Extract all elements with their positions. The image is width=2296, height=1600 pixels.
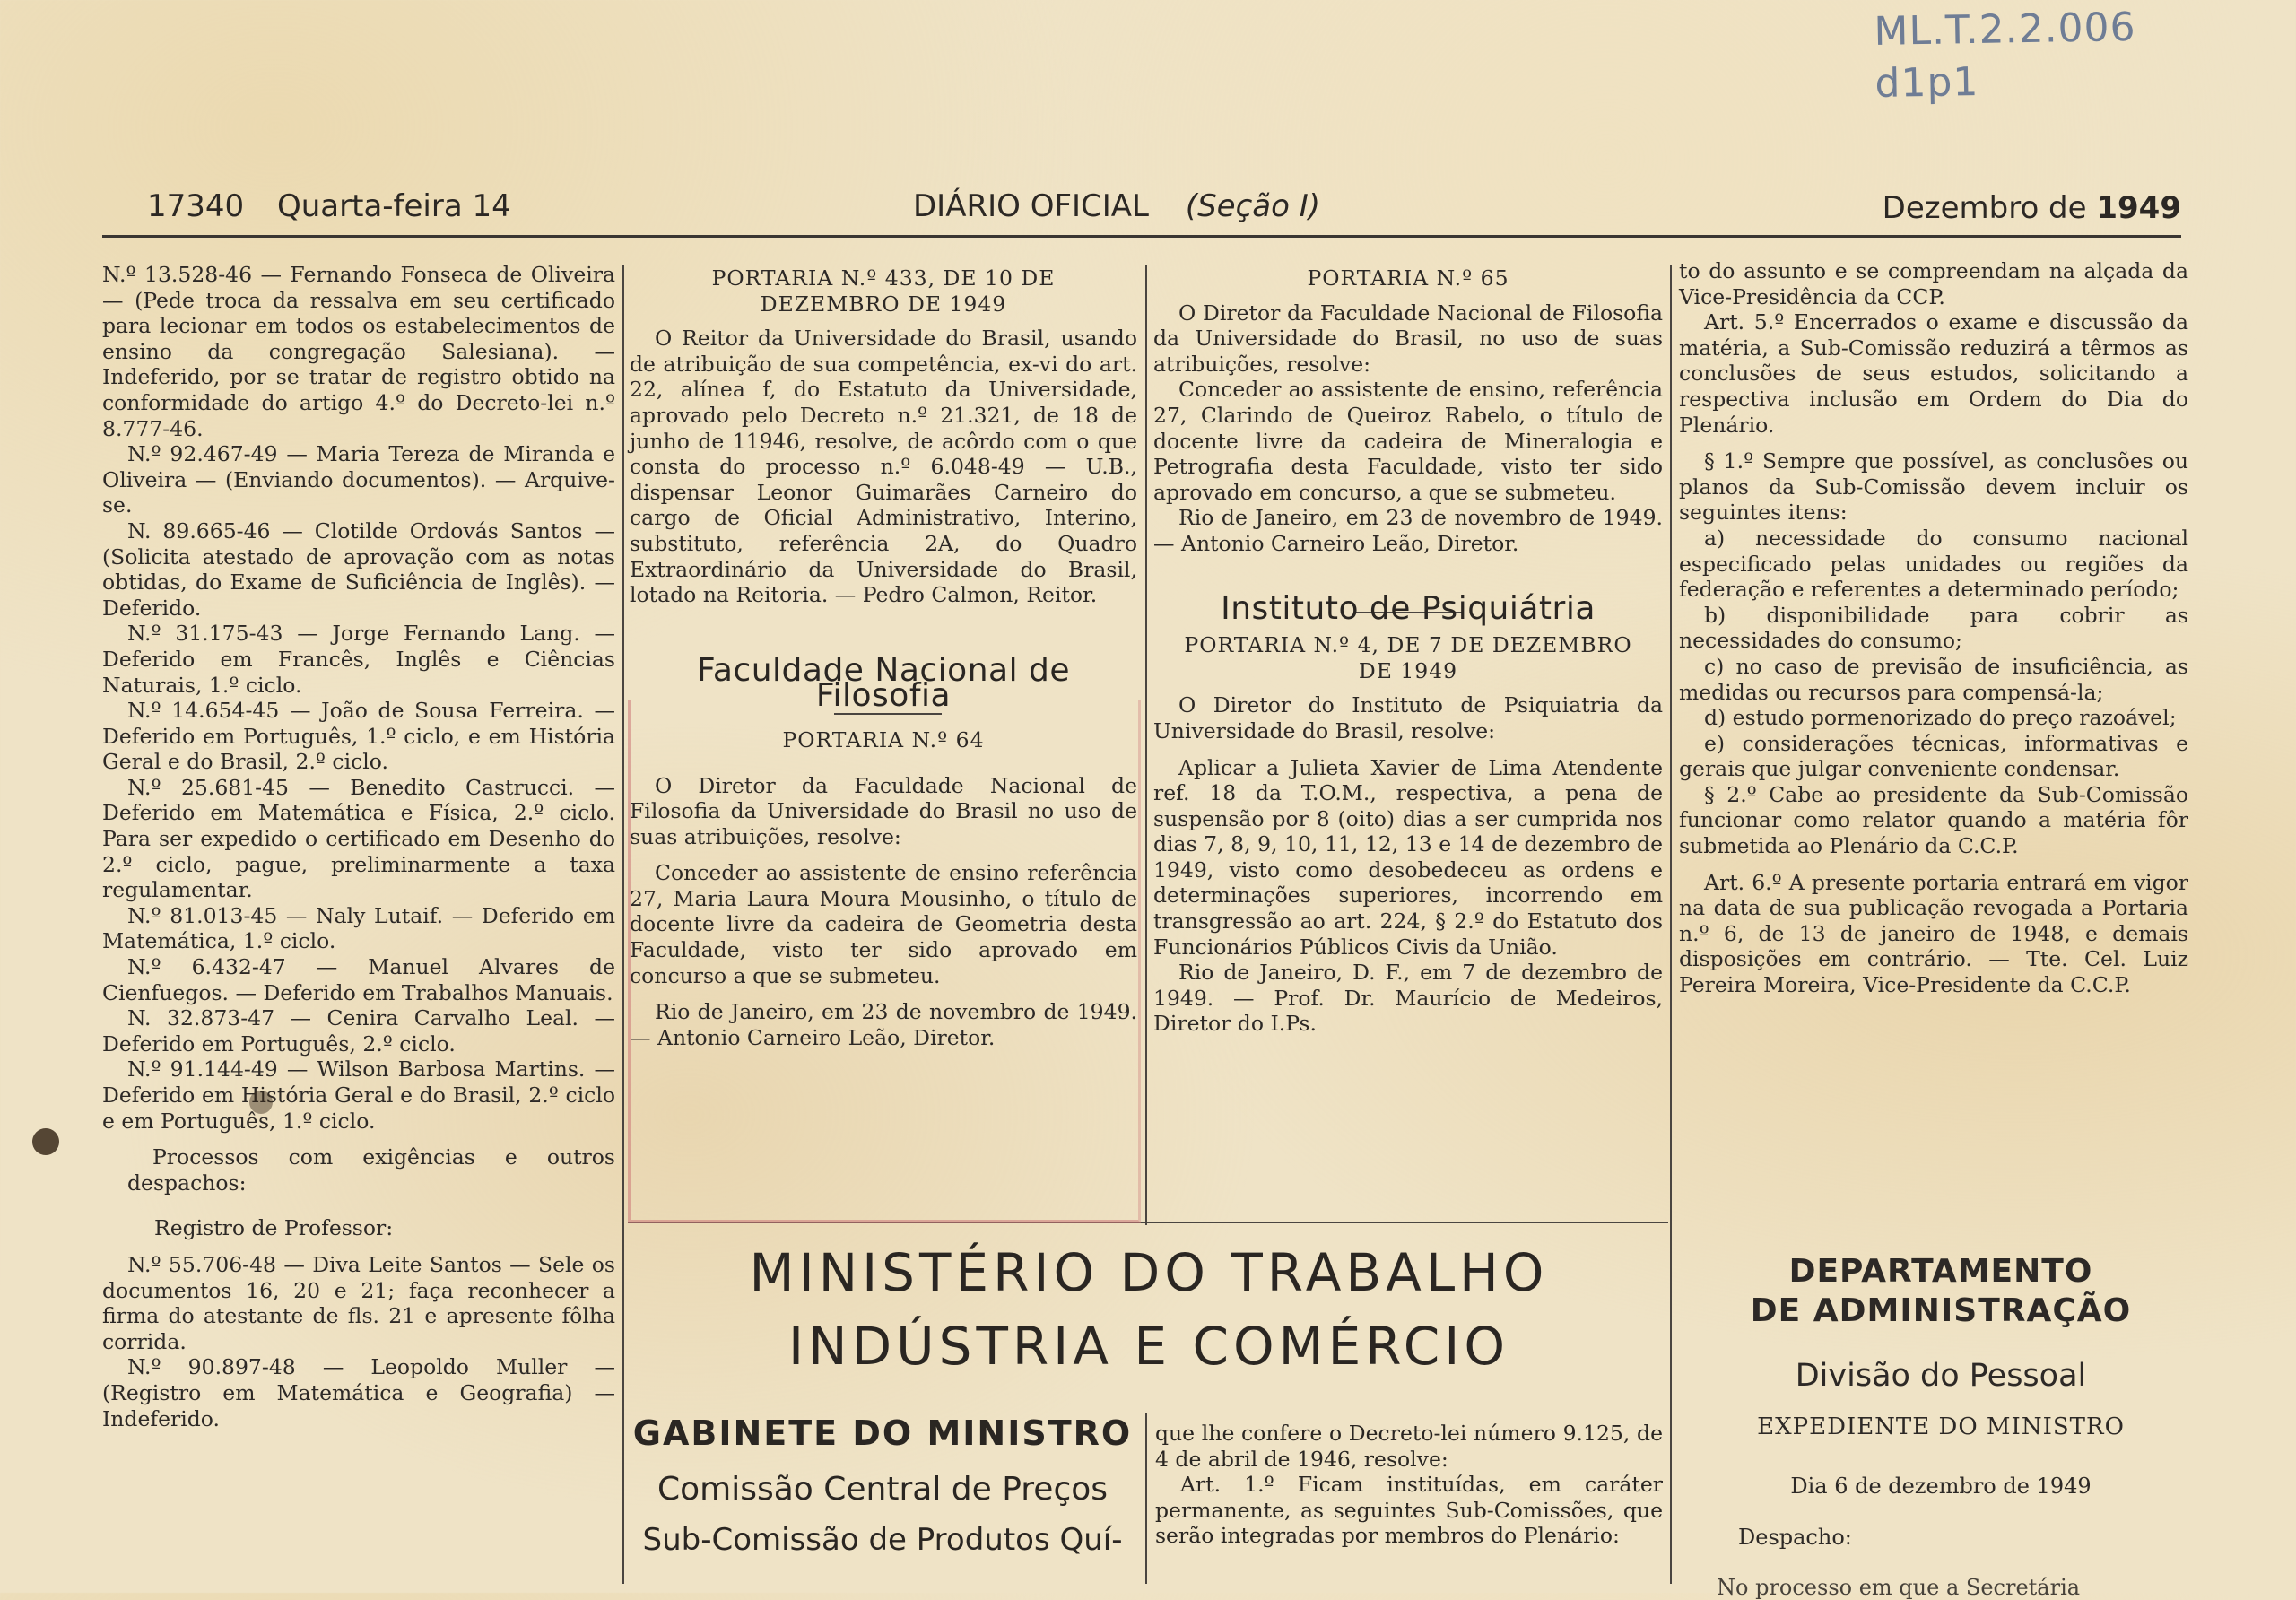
archive-code: ML.T.2.2.006 (1874, 4, 2136, 55)
section-label: Registro de Professor: (154, 1215, 394, 1241)
article-item: c) no caso de previsão de insuficiência, as medidas ou recursos para compensá-la; (1679, 653, 2188, 705)
registry-entry: N.º 55.706-48 — Diva Leite Santos — Sele os documentos 16, 20 e 21; faça reconhecer a firma do atestante de fls. 21 e apresente fôlha corrida. (102, 1251, 615, 1354)
registry-entry: N.º 13.528-46 — Fernando Fonseca de Oliveira — (Pede troca da ressalva em seu certificado para lecionar em todos os estabelecimentos de ensino da congregação Salesiana). — Indeferido, por se tratar de registro obtido na conformidade do artigo 4.º do Decreto-lei n.º 8.777-46. (102, 262, 615, 441)
article-item: b) disponibilidade para cobrir as necessidades do consumo; (1679, 602, 2188, 654)
column-2 (630, 262, 1137, 1050)
registry-entry: N.º 6.432-47 — Manuel Alvares de Cienfuegos. — Deferido em Trabalhos Manuais. (102, 954, 615, 1005)
article-item: e) considerações técnicas, informativas e gerais que julgar conveniente condensar. (1679, 730, 2188, 782)
department-line-2: DE ADMINISTRAÇÃO (1750, 1292, 2132, 1329)
portaria-64-title: PORTARIA N.º 64 (782, 726, 985, 752)
decree-text: que lhe confere o Decreto-lei número 9.125, de 4 de abril de 1946, resolve: (1155, 1421, 1663, 1472)
portaria-4-paragraph: Aplicar a Julieta Xavier de Lima Atendente ref. 18 da T.O.M., respectiva, a pena de suspensão por 8 (oito) dias a ser cumprida nos dias 7, 8, 9, 10, 11, 12, 13 e 14 de dezembro de 1949, visto como desobedeceu as ordens e determinações superiores, incorrendo em transgressão ao art. 224, § 2.º do Estatuto dos Funcionários Públicos Civis da União. (1153, 754, 1663, 960)
year-label: 1949 (2096, 190, 2181, 226)
column-5 (1717, 1252, 2165, 1550)
archive-mark (1874, 1, 2180, 110)
registry-entry: N.º 90.897-48 — Leopoldo Muller — (Registro em Matemática e Geografia) — Indeferido. (102, 1354, 615, 1431)
column-1 (102, 262, 615, 1431)
portaria-4-title: PORTARIA N.º 4, DE 7 DE DEZEMBRO DE 1949 (1184, 632, 1632, 683)
registry-entry: N. 32.873-47 — Cenira Carvalho Leal. — Deferido em Português, 2.º ciclo. (102, 1005, 615, 1057)
article-item: a) necessidade do consumo nacional especificado pelas unidades ou regiões da federação e referentes a determinado período; (1679, 525, 2188, 603)
comissao-heading: Comissão Central de Preços (657, 1471, 1109, 1508)
month-label: Dezembro de (1882, 190, 2087, 226)
masthead-left (147, 188, 511, 224)
section-label: Processos com exigências e outros despachos: (127, 1144, 615, 1196)
masthead-center (913, 188, 1320, 224)
weekday: Quarta-feira 14 (276, 188, 511, 224)
article-text: § 1.º Sempre que possível, as conclusões ou planos da Sub-Comissão devem incluir os seguintes itens: (1679, 448, 2188, 526)
portaria-65-paragraph: Conceder ao assistente de ensino, referência 27, Clarindo de Queiroz Rabelo, o título de docente livre da cadeira de Mineralogia e Petrografia desta Faculdade, visto ter sido aprovado em concurso, a que se submeteu. (1153, 377, 1663, 505)
ink-stain (32, 1128, 59, 1155)
department-heading (1717, 1252, 2165, 1331)
gabinete-heading: GABINETE DO MINISTRO (632, 1413, 1133, 1453)
date-line: Dia 6 de dezembro de 1949 (1790, 1474, 2092, 1500)
registry-entry: N.º 81.013-45 — Naly Lutaif. — Deferido em Matemática, 1.º ciclo. (102, 902, 615, 954)
portaria-65-title: PORTARIA N.º 65 (1307, 265, 1509, 291)
gabinete-block (631, 1413, 1134, 1558)
article-item: d) estudo pormenorizado do preço razoável; (1704, 705, 2177, 731)
column-4 (1679, 258, 2188, 998)
department-line-1: DEPARTAMENTO (1788, 1253, 2093, 1290)
cut-off-line: No processo em que a Secretária (1717, 1575, 2081, 1600)
portaria-65-paragraph: O Diretor da Faculdade Nacional de Filosofia da Universidade do Brasil, no uso de suas atribuições, resolve: (1153, 300, 1663, 377)
column-rule-3 (1670, 265, 1672, 1584)
column-rule-1 (622, 265, 624, 1584)
article-text: to do assunto e se compreendam na alçada da Vice-Presidência da CCP. (1679, 258, 2188, 309)
instituto-heading: Instituto de Psiquiátria (1221, 589, 1596, 627)
portaria-64-signature: Rio de Janeiro, em 23 de novembro de 1949. — Antonio Carneiro Leão, Diretor. (630, 999, 1137, 1050)
column-rule-4 (1145, 1413, 1147, 1584)
column-3 (1153, 262, 1663, 1037)
despacho-label: Despacho: (1738, 1524, 1852, 1550)
column-bottom-text (1155, 1421, 1663, 1549)
masthead-right (1883, 190, 2181, 226)
section-label: (Seção I) (1185, 188, 1321, 224)
subcomissao-heading: Sub-Comissão de Produtos Quí- (642, 1522, 1123, 1558)
expediente-heading: EXPEDIENTE DO MINISTRO (1757, 1413, 2125, 1440)
portaria-64-paragraph: O Diretor da Faculdade Nacional de Filosofia da Universidade do Brasil no uso de suas atribuições, resolve: (630, 772, 1137, 849)
article-text: Art. 5.º Encerrados o exame e discussão da matéria, a Sub-Comissão reduzirá a têrmos as conclusões de seus estudos, solicitando a respectiva inclusão em Ordem do Dia do Plenário. (1679, 309, 2188, 438)
article-text: § 2.º Cabe ao presidente da Sub-Comissão funcionar como relator quando a matéria fôr submetida ao Plenário da C.C.P. (1679, 781, 2188, 859)
portaria-433-body: O Reitor da Universidade do Brasil, usando de atribuição de sua competência, ex-vi do art. 22, alínea f, do Estatuto da Universidade, aprovado pelo Decreto n.º 21.321, de 18 de junho de 11946, resolve, de acôrdo com o que consta do processo n.º 6.048-49 — U.B., dispensar Leonor Guimarães Carneiro do cargo de Oficial Administrativo, Interino, substituto, referência 2A, do Quadro Extraordinário da Universidade do Brasil, lotado na Reitoria. — Pedro Calmon, Reitor. (630, 326, 1137, 608)
portaria-64-paragraph: Conceder ao assistente de ensino referência 27, Maria Laura Moura Mousinho, o título de docente livre da cadeira de Geometria desta Faculdade, visto ter sido aprovado em concurso a que se submeteu. (630, 860, 1137, 988)
issue-number: 17340 (147, 188, 245, 224)
masthead (102, 176, 2181, 240)
ministry-line-1: MINISTÉRIO DO TRABALHO (749, 1242, 1549, 1303)
faculdade-heading: Faculdade Nacional de Filosofia (696, 651, 1071, 715)
ink-stain (249, 1091, 273, 1114)
archive-page: d1p1 (1874, 58, 1979, 107)
column-rule-2 (1145, 265, 1147, 1225)
division-heading: Divisão do Pessoal (1795, 1358, 2087, 1394)
article-text: Art. 6.º A presente portaria entrará em vigor na data de sua publicação revogada a Portaria n.º 6, de 13 de janeiro de 1948, e demais disposições em contrário. — Tte. Cel. Luiz Pereira Moreira, Vice-Presidente da C.C.P. (1679, 869, 2188, 998)
decree-text: Art. 1.º Ficam instituídas, em caráter permanente, as seguintes Sub-Comissões, que serão integradas por membros do Plenário: (1155, 1472, 1663, 1549)
portaria-4-signature: Rio de Janeiro, D. F., em 7 de dezembro de 1949. — Prof. Dr. Maurício de Medeiros, Diretor do I.Ps. (1153, 960, 1663, 1037)
registry-entry: N.º 31.175-43 — Jorge Fernando Lang. — Deferido em Francês, Inglês e Ciências Naturais, 1.º ciclo. (102, 621, 615, 698)
registry-entry: N. 89.665-46 — Clotilde Ordovás Santos — (Solicita atestado de aprovação com as notas obtidas, do Exame de Suficiência de Inglês). — Deferido. (102, 517, 615, 621)
registry-entry: N.º 25.681-45 — Benedito Castrucci. — Deferido em Matemática e Física, 2.º ciclo. Para ser expedido o certificado em Desenho do 2.º ciclo, pague, preliminarmente a taxa regulamentar. (102, 774, 615, 903)
registry-entry: N.º 14.654-45 — João de Sousa Ferreira. — Deferido em Português, 1.º ciclo, e em História Geral e do Brasil, 2.º ciclo. (102, 698, 615, 775)
portaria-4-paragraph: O Diretor do Instituto de Psiquiatria da Universidade do Brasil, resolve: (1153, 692, 1663, 743)
ministry-line-2: INDÚSTRIA E COMÉRCIO (788, 1316, 1509, 1377)
masthead-rule (102, 235, 2181, 238)
newspaper-title: DIÁRIO OFICIAL (913, 188, 1150, 224)
registry-entry: N.º 92.467-49 — Maria Tereza de Miranda e Oliveira — (Enviando documentos). — Arquive-se. (102, 441, 615, 518)
ministry-heading (633, 1236, 1665, 1383)
portaria-433-title: PORTARIA N.º 433, DE 10 DE DEZEMBRO DE 1949 (711, 265, 1056, 317)
portaria-65-signature: Rio de Janeiro, em 23 de novembro de 1949. — Antonio Carneiro Leão, Diretor. (1153, 505, 1663, 556)
registry-entry: N.º 91.144-49 — Wilson Barbosa Martins. — Deferido em História Geral e do Brasil, 2.º ciclo e em Português, 1.º ciclo. (102, 1057, 615, 1134)
